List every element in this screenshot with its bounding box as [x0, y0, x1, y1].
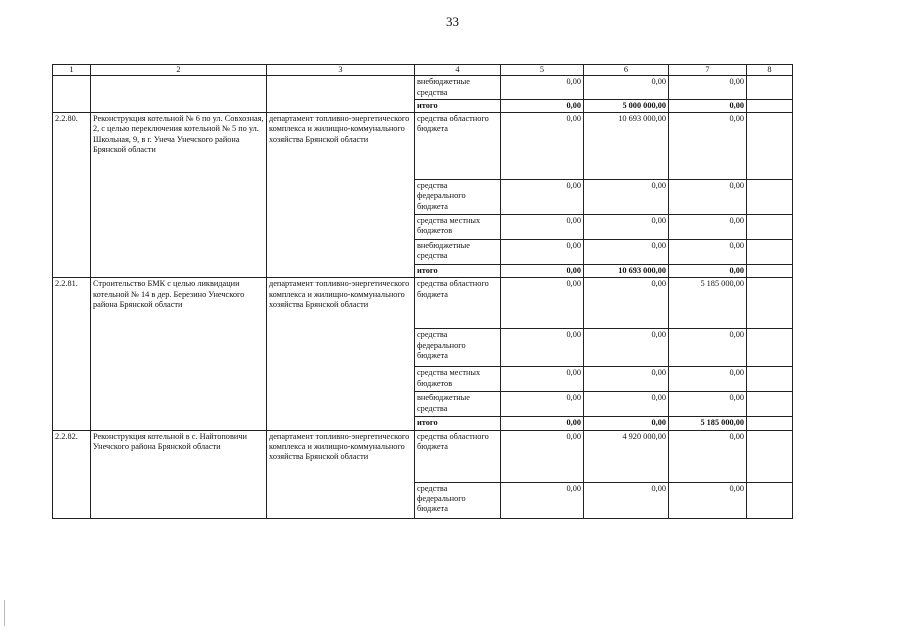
amount-col5: 0,00: [501, 113, 584, 180]
col8-cell: [747, 329, 793, 367]
amount-col7: 5 185 000,00: [669, 278, 747, 329]
item-name: Строительство БМК с целью ликвидации котельной № 14 в дер. Березино Унечского района Брянской области: [91, 278, 267, 430]
amount-col6: 0,00: [584, 278, 669, 329]
funding-source: итого: [415, 265, 501, 278]
amount-col5: 0,00: [501, 278, 584, 329]
col8-cell: [747, 278, 793, 329]
col8-cell: [747, 76, 793, 100]
amount-col6: 0,00: [584, 417, 669, 430]
funding-source: итого: [415, 417, 501, 430]
funding-source: средства областного бюджета: [415, 113, 501, 180]
amount-col5: 0,00: [501, 240, 584, 265]
table-row: [53, 430, 793, 482]
amount-col6: 5 000 000,00: [584, 99, 669, 112]
amount-col7: 0,00: [669, 113, 747, 180]
column-number-header-row: [53, 65, 793, 76]
item-code: 2.2.80.: [53, 113, 91, 278]
funding-source: средства федерального бюджета: [415, 180, 501, 215]
col8-cell: [747, 367, 793, 392]
amount-col5: 0,00: [501, 430, 584, 482]
scan-margin-mark: [4, 600, 5, 626]
column-header: 8: [747, 65, 793, 76]
amount-col7: 0,00: [669, 482, 747, 518]
amount-col5: 0,00: [501, 99, 584, 112]
amount-col7: 0,00: [669, 215, 747, 240]
item-executor: департамент топливно-энергетического комплекса и жилищно-коммунального хозяйства Брянской области: [267, 430, 415, 518]
col8-cell: [747, 482, 793, 518]
amount-col7: 0,00: [669, 329, 747, 367]
col8-cell: [747, 113, 793, 180]
amount-col6: 4 920 000,00: [584, 430, 669, 482]
amount-col5: 0,00: [501, 482, 584, 518]
amount-col6: 0,00: [584, 215, 669, 240]
column-header: 1: [53, 65, 91, 76]
column-header: 4: [415, 65, 501, 76]
item-executor: департамент топливно-энергетического комплекса и жилищно-коммунального хозяйства Брянской области: [267, 113, 415, 278]
amount-col7: 0,00: [669, 430, 747, 482]
amount-col6: 0,00: [584, 329, 669, 367]
amount-col5: 0,00: [501, 329, 584, 367]
amount-col6: 0,00: [584, 240, 669, 265]
amount-col7: 5 185 000,00: [669, 417, 747, 430]
amount-col7: 0,00: [669, 392, 747, 417]
amount-col7: 0,00: [669, 265, 747, 278]
budget-table: [52, 64, 793, 519]
item-name-cell: [91, 76, 267, 113]
column-header: 5: [501, 65, 584, 76]
amount-col6: 0,00: [584, 392, 669, 417]
funding-source: внебюджетные средства: [415, 76, 501, 100]
amount-col5: 0,00: [501, 215, 584, 240]
funding-source: средства местных бюджетов: [415, 215, 501, 240]
col8-cell: [747, 215, 793, 240]
column-header: 7: [669, 65, 747, 76]
column-header: 6: [584, 65, 669, 76]
item-executor: департамент топливно-энергетического комплекса и жилищно-коммунального хозяйства Брянской области: [267, 278, 415, 430]
funding-source: внебюджетные средства: [415, 392, 501, 417]
funding-source: средства местных бюджетов: [415, 367, 501, 392]
amount-col6: 0,00: [584, 76, 669, 100]
col8-cell: [747, 180, 793, 215]
amount-col7: 0,00: [669, 180, 747, 215]
amount-col5: 0,00: [501, 417, 584, 430]
funding-source: средства областного бюджета: [415, 430, 501, 482]
column-header: 2: [91, 65, 267, 76]
col8-cell: [747, 99, 793, 112]
amount-col7: 0,00: [669, 367, 747, 392]
col8-cell: [747, 240, 793, 265]
funding-source: средства областного бюджета: [415, 278, 501, 329]
funding-source: внебюджетные средства: [415, 240, 501, 265]
column-header: 3: [267, 65, 415, 76]
col8-cell: [747, 265, 793, 278]
item-name: Реконструкция котельной № 6 по ул. Совхозная, 2, с целью переключения котельной № 5 по ул. Школьная, 9, в г. Унеча Унечского района Брянской области: [91, 113, 267, 278]
amount-col7: 0,00: [669, 240, 747, 265]
amount-col6: 0,00: [584, 180, 669, 215]
amount-col5: 0,00: [501, 76, 584, 100]
page-number: 33: [446, 14, 459, 29]
funding-source: итого: [415, 99, 501, 112]
item-name: Реконструкция котельной в с. Найтоповичи Унечского района Брянской области: [91, 430, 267, 518]
funding-source: средства федерального бюджета: [415, 329, 501, 367]
item-code: 2.2.82.: [53, 430, 91, 518]
table-row: [53, 113, 793, 180]
col8-cell: [747, 417, 793, 430]
col8-cell: [747, 430, 793, 482]
col8-cell: [747, 392, 793, 417]
amount-col5: 0,00: [501, 265, 584, 278]
executor-cell: [267, 76, 415, 113]
amount-col5: 0,00: [501, 180, 584, 215]
amount-col6: 10 693 000,00: [584, 265, 669, 278]
amount-col6: 0,00: [584, 367, 669, 392]
amount-col7: 0,00: [669, 99, 747, 112]
amount-col6: 0,00: [584, 482, 669, 518]
amount-col5: 0,00: [501, 392, 584, 417]
table-row: [53, 278, 793, 329]
funding-source: средства федерального бюджета: [415, 482, 501, 518]
amount-col6: 10 693 000,00: [584, 113, 669, 180]
amount-col5: 0,00: [501, 367, 584, 392]
amount-col7: 0,00: [669, 76, 747, 100]
item-code: 2.2.81.: [53, 278, 91, 430]
item-code-cell: [53, 76, 91, 113]
table-row: [53, 76, 793, 100]
